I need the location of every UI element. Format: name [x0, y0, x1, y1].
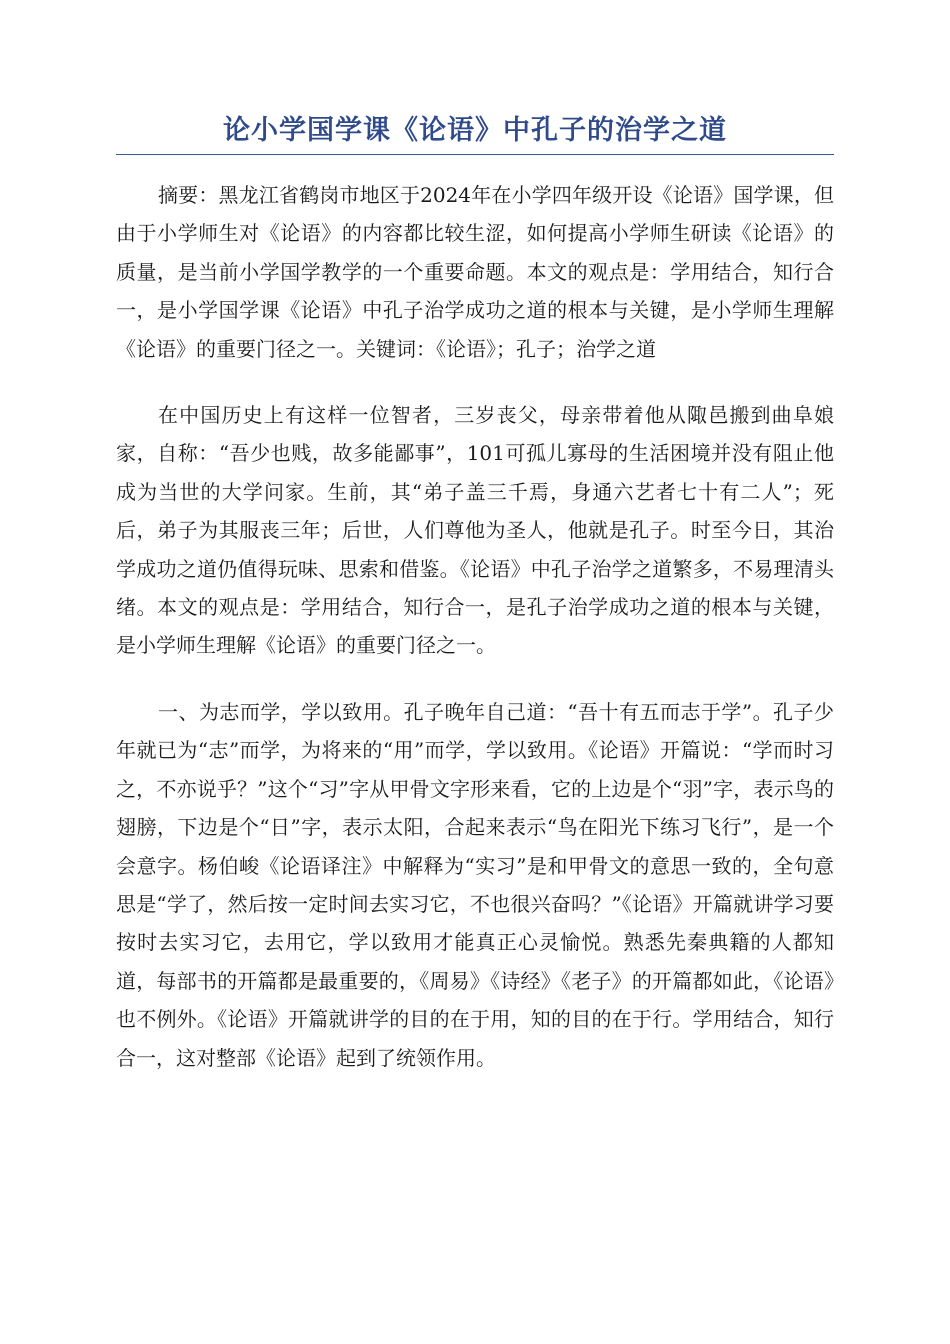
intro-paragraph: 在中国历史上有这样一位智者，三岁丧父，母亲带着他从陬邑搬到曲阜娘家，自称：“吾少也贱，故多能鄙事”，101可孤儿寡母的生活困境并没有阻止他成为当世的大学问家。生前，其“弟子盖三千焉，身通六艺者七十有二人”；死后，弟子为其服丧三年；后世，人们尊他为圣人，他就是孔子。时至今日，其治学成功之道仍值得玩味、思索和借鉴。《论语》中孔子治学之道繁多，不易理清头绪。本文的观点是：学用结合，知行合一，是孔子治学成功之道的根本与关键，是小学师生理解《论语》的重要门径之一。	[116, 403, 834, 658]
section-one-paragraph: 一、为志而学，学以致用。孔子晚年自己道：“吾十有五而志于学”。孔子少年就已为“志”而学，为将来的“用”而学，学以致用。《论语》开篇说：“学而时习之，不亦说乎？”这个“习”字从甲骨文字形来看，它的上边是个“羽”字，表示鸟的翅膀，下边是个“日”字，表示太阳，合起来表示“鸟在阳光下练习飞行”，是一个会意字。杨伯峻《论语译注》中解释为“实习”是和甲骨文的意思一致的，全句意思是“学了，然后按一定时间去实习它，不也很兴奋吗？”《论语》开篇就讲学习要按时去实习它，去用它，学以致用才能真正心灵愉悦。熟悉先秦典籍的人都知道，每部书的开篇都是最重要的，《周易》《诗经》《老子》的开篇都如此，《论语》也不例外。《论语》开篇就讲学的目的在于用，知的目的在于行。学用结合，知行合一，这对整部《论语》起到了统领作用。	[116, 699, 834, 1070]
document-page	[116, 110, 834, 1077]
abstract-paragraph: 摘要：黑龙江省鹤岗市地区于2024年在小学四年级开设《论语》国学课，但由于小学师生对《论语》的内容都比较生涩，如何提高小学师生研读《论语》的质量，是当前小学国学教学的一个重要命题。本文的观点是：学用结合，知行合一，是小学国学课《论语》中孔子治学成功之道的根本与关键，是小学师生理解《论语》的重要门径之一。关键词：《论语》；孔子；治学之道	[116, 183, 834, 361]
document-title: 论小学国学课《论语》中孔子的治学之道	[116, 110, 834, 155]
